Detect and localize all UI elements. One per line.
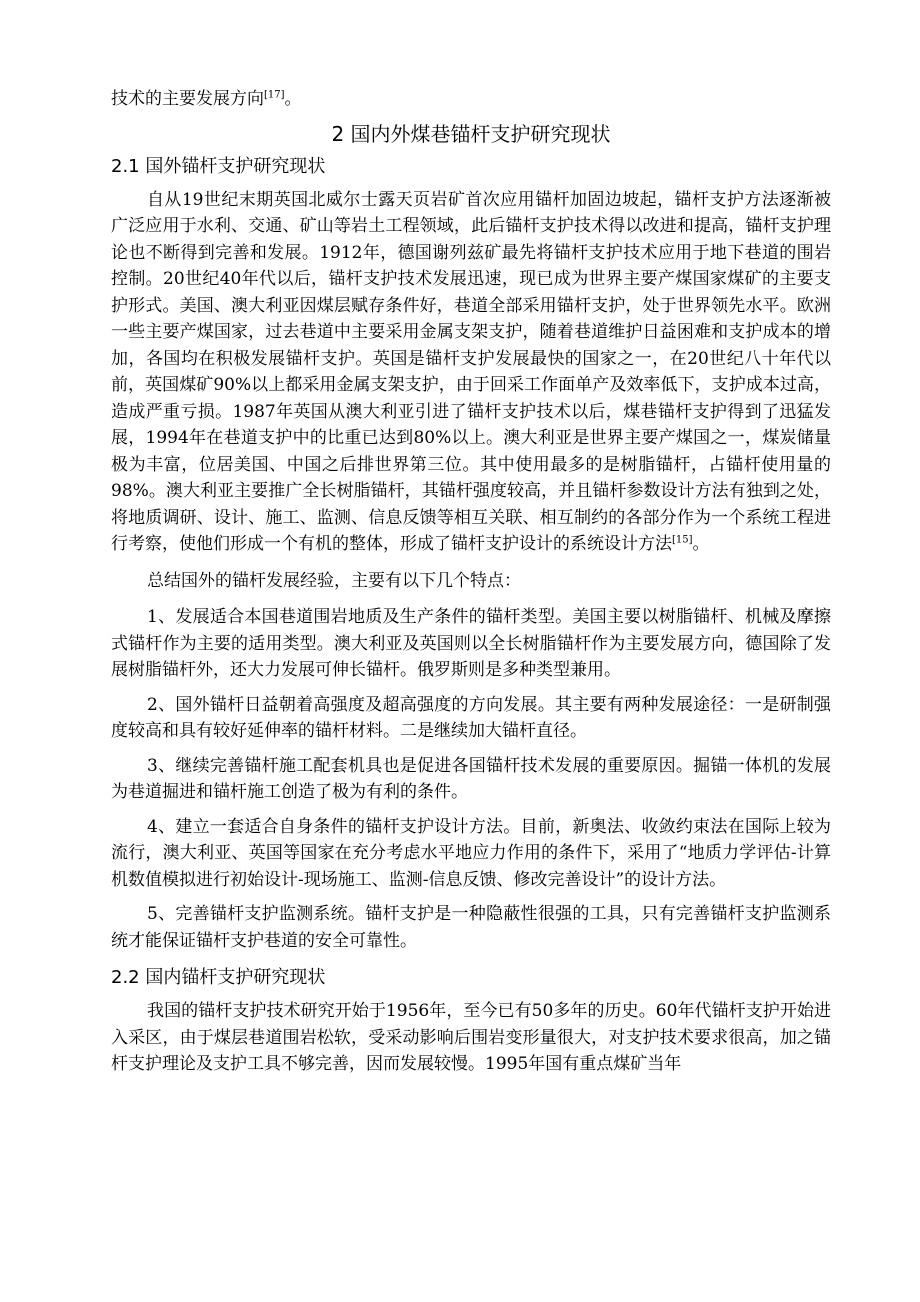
citation-ref: [17] [264,89,285,101]
chapter-title: 2 国内外煤巷锚杆支护研究现状 [331,121,611,146]
section-heading-2-1: 2.1 国外锚杆支护研究现状 [111,155,326,177]
paragraph-domestic-history: 我国的锚杆支护技术研究开始于1956年，至今已有50多年的历史。60年代锚杆支护开始进入采区，由于煤层巷道围岩松软，受采动影响后围岩变形量很大，对支护技术要求很高，加之锚杆支护理论及支护工具不够完善，因而发展较慢。1995年国有重点煤矿当年 [111,1001,831,1074]
list-item-1: 1、发展适合本国巷道围岩地质及生产条件的锚杆类型。美国主要以树脂锚杆、机械及摩擦式锚杆作为主要的适用类型。澳大利亚及英国则以全长树脂锚杆作为主要发展方向，德国除了发展树脂锚杆外，还大力发展可伸长锚杆。俄罗斯则是多种类型兼用。 [111,607,831,680]
intro-tail-paragraph [111,86,831,113]
paragraph-text: 自从19世纪末期英国北威尔士露天页岩矿首次应用锚杆加固边坡起，锚杆支护方法逐渐被广泛应用于水利、交通、矿山等岩土工程领域，此后锚杆支护技术得以改进和提高，锚杆支护理论也不断得到完善和发展。1912年，德国谢列兹矿最先将锚杆支护技术应用于地下巷道的围岩控制。20世纪40年代以后，锚杆支护技术发展迅速，现已成为世界主要产煤国家煤矿的主要支护形式。美国、澳大利亚因煤层赋存条件好，巷道全部采用锚杆支护，处于世界领先水平。欧洲一些主要产煤国家，过去巷道中主要采用金属支架支护，随着巷道维护日益困难和支护成本的增加，各国均在积极发展锚杆支护。英国是锚杆支护发展最快的国家之一，在20世纪八十年代以前，英国煤矿90%以上都采用金属支架支护，由于回采工作面单产及效率低下，支护成本过高，造成严重亏损。1987年英国从澳大利亚引进了锚杆支护技术以后，煤巷锚杆支护得到了迅猛发展，1994年在巷道支护中的比重已达到80%以上。澳大利亚是世界主要产煤国之一，煤炭储量极为丰富，位居美国、中国之后排世界第三位。其中使用最多的是树脂锚杆，占锚杆使用量的98%。澳大利亚主要推广全长树脂锚杆，其锚杆强度较高，并且锚杆参数设计方法有独到之处，将地质调研、设计、施工、监测、信息反馈等相互关联、相互制约的各部分作为一个系统工程进行考察，使他们形成一个有机的整体，形成了锚杆支护设计的系统设计方法 [111,189,831,554]
list-item-5: 5、完善锚杆支护监测系统。锚杆支护是一种隐蔽性很强的工具，只有完善锚杆支护监测系统才能保证锚杆支护巷道的安全可靠性。 [111,904,831,951]
list-item-4: 4、建立一套适合自身条件的锚杆支护设计方法。目前，新奥法、收敛约束法在国际上较为流行，澳大利亚、英国等国家在充分考虑水平地应力作用的条件下，采用了“地质力学评估-计算机数值模拟进行初始设计-现场施工、监测-信息反馈、修改完善设计”的设计方法。 [111,816,831,890]
paragraph-end: 。 [692,534,710,554]
intro-tail-text: 技术的主要发展方向 [111,89,264,109]
section-heading-2-2: 2.2 国内锚杆支护研究现状 [111,967,326,988]
intro-tail-end: 。 [284,89,302,109]
list-item-2: 2、国外锚杆日益朝着高强度及超高强度的方向发展。其主要有两种发展途径：一是研制强度较高和具有较好延伸率的锚杆材料。二是继续加大锚杆直径。 [111,694,831,741]
document-page [111,86,831,1078]
paragraph-summary-intro: 总结国外的锚杆发展经验，主要有以下几个特点： [147,570,521,591]
paragraph-foreign-history [111,187,831,558]
citation-ref: [15] [672,534,693,546]
list-item-3: 3、继续完善锚杆施工配套机具也是促进各国锚杆技术发展的重要原因。掘锚一体机的发展为巷道掘进和锚杆施工创造了极为有利的条件。 [111,755,831,802]
